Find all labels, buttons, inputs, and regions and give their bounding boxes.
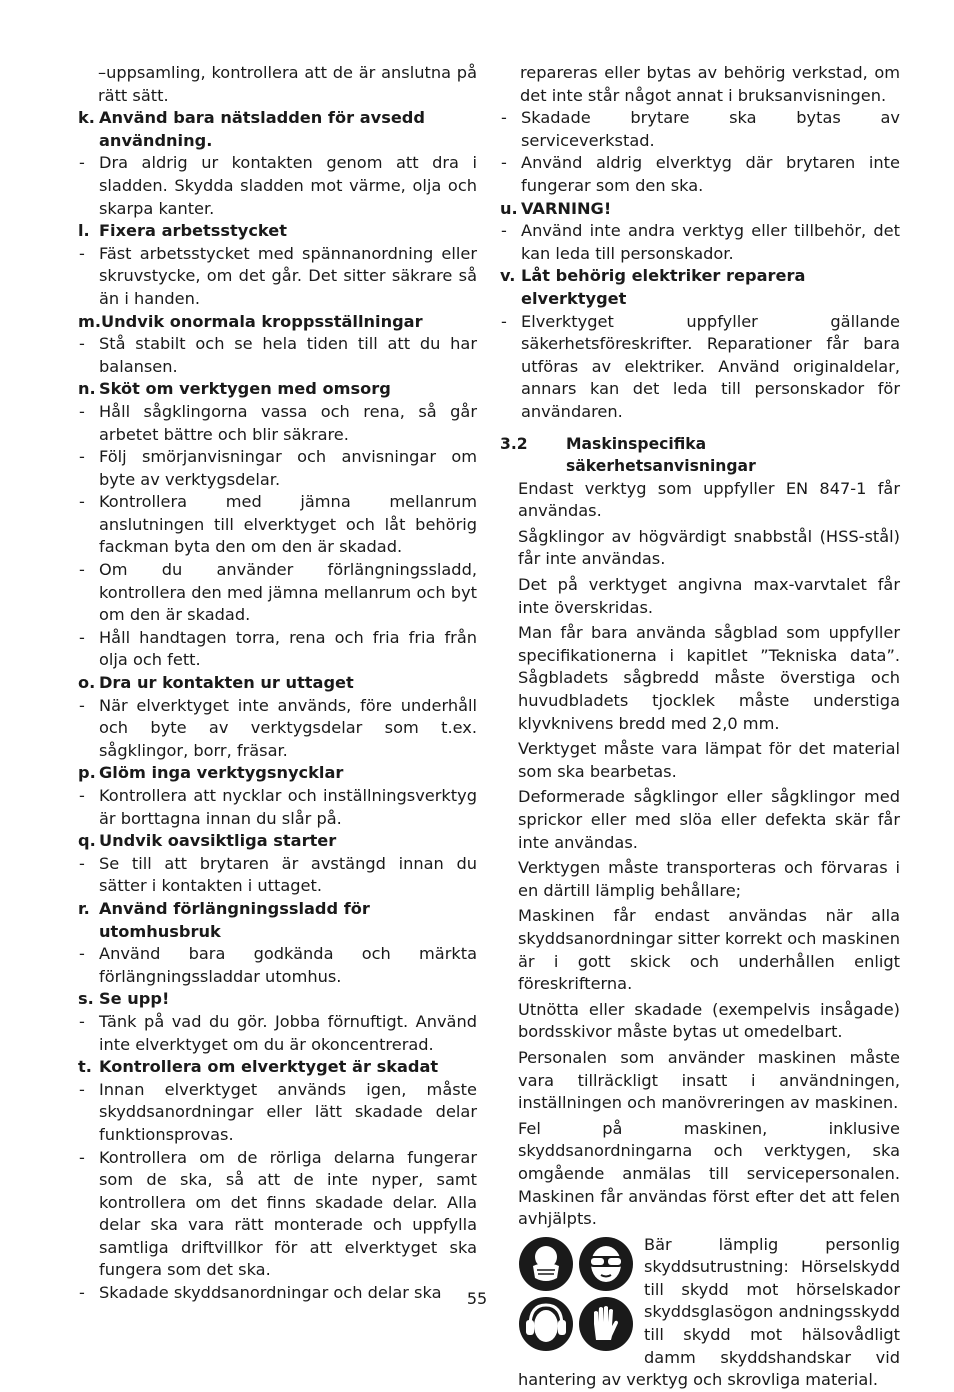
page-number: 55 bbox=[466, 1289, 488, 1308]
rule-heading bbox=[78, 378, 477, 401]
rule-heading bbox=[500, 198, 900, 221]
section-number: 3.2 bbox=[500, 434, 528, 453]
section-paragraph: Verktygen måste transporteras och förvaras i en därtill lämplig behållare; bbox=[518, 858, 900, 900]
section-paragraph: Det på verktyget angivna max-varvtalet får inte överskridas. bbox=[518, 575, 900, 617]
rule-heading bbox=[78, 988, 477, 1011]
bullet-dash: - bbox=[501, 153, 507, 173]
rule-label: q. bbox=[78, 831, 96, 851]
rule-title: Kontrollera om elverktyget är skadat bbox=[99, 1057, 439, 1077]
bullet-item bbox=[78, 853, 477, 898]
bullet-item bbox=[78, 491, 477, 559]
ppe-block bbox=[518, 1234, 900, 1392]
section-paragraph: Personalen som använder maskinen måste vara tillräckligt insatt i användningen, inställningen och manövreringen av maskinen. bbox=[518, 1047, 900, 1113]
rule-label: n. bbox=[78, 379, 96, 399]
ppe-text: Bär lämplig personlig skyddsutrustning: Hörselskydd till skydd mot hörselskador skyddsglasögon andningsskydd till skydd mot hälsovådligt damm skyddshandskar vid hantering av verktyg och skrovliga material. bbox=[518, 1234, 900, 1390]
rule-heading bbox=[500, 265, 900, 310]
bullet-dash: - bbox=[79, 1011, 85, 1031]
section-paragraph: Endast verktyg som uppfyller EN 847-1 får användas. bbox=[518, 478, 900, 521]
bullet-item bbox=[78, 333, 477, 378]
rule-heading bbox=[78, 311, 477, 334]
bullet-text: Håll handtagen torra, rena och fria fria från olja och fett. bbox=[99, 627, 477, 670]
bullet-text: Använd bara godkända och märkta förlängningssladdar utomhus. bbox=[99, 944, 477, 986]
respirator-mask-icon bbox=[518, 1236, 574, 1292]
bullet-dash: - bbox=[79, 944, 85, 964]
bullet-text: Kontrollera om de rörliga delarna fungerar som de ska, så att de inte nyper, samt kontrollera om det finns skadade delar. Alla delar ska vara rätt monterade och uppfylla samtliga driftvillkor för att elverktyget ska fungera som det ska. bbox=[99, 1147, 477, 1280]
bullet-dash: - bbox=[79, 492, 85, 512]
rule-title: Undvik oavsiktliga starter bbox=[99, 831, 337, 851]
bullet-dash: - bbox=[79, 560, 85, 580]
section-paragraph: Verktyget måste vara lämpat för det material som ska bearbetas. bbox=[518, 739, 900, 781]
rule-label: v. bbox=[500, 266, 516, 286]
bullet-text: När elverktyget inte används, före underhåll och byte av verktygsdelar som t.ex. sågklingor, borr, fräsar. bbox=[99, 695, 477, 760]
section-title: Maskinspecifika säkerhetsanvisningar bbox=[566, 434, 756, 476]
continued-text: repareras eller bytas av behörig verkstad, om det inte står något annat i bruksanvisningen. bbox=[520, 63, 900, 105]
bullet-dash: - bbox=[79, 627, 85, 647]
bullet-text: Använd inte andra verktyg eller tillbehör, det kan leda till personskador. bbox=[521, 221, 900, 263]
bullet-item bbox=[78, 627, 477, 672]
section-paragraph: Maskinen får endast användas när alla skyddsanordningar sitter korrekt och maskinen är i gott skick och underhållen enligt föreskrifterna. bbox=[518, 906, 900, 994]
rule-title: Använd förlängningssladd för utomhusbruk bbox=[99, 898, 370, 941]
bullet-item bbox=[78, 1147, 477, 1283]
rule-title: m.Undvik onormala kroppsställningar bbox=[78, 311, 423, 331]
rule-title: VARNING! bbox=[521, 198, 612, 218]
bullet-item bbox=[78, 943, 477, 988]
bullet-item bbox=[78, 401, 477, 446]
bullet-dash: - bbox=[79, 401, 85, 421]
rule-title: Använd bara nätsladden för avsedd användning. bbox=[99, 108, 425, 150]
rule-label: u. bbox=[500, 198, 518, 218]
rule-title: Låt behörig elektriker reparera elverktyget bbox=[521, 266, 806, 308]
rule-title: Glöm inga verktygsnycklar bbox=[99, 763, 344, 783]
rule-heading bbox=[78, 220, 477, 243]
bullet-item bbox=[78, 152, 477, 220]
bullet-item bbox=[78, 695, 477, 763]
rule-label: o. bbox=[78, 673, 96, 693]
bullet-item bbox=[500, 107, 900, 152]
bullet-item bbox=[78, 446, 477, 491]
continued-text: –uppsamling, kontrollera att de är anslutna på rätt sätt. bbox=[98, 63, 477, 105]
bullet-text: Kontrollera med jämna mellanrum anslutningen till elverktyget och låt behörig fackman byta den om den är skadad. bbox=[99, 492, 477, 557]
bullet-dash: - bbox=[79, 243, 85, 263]
bullet-item bbox=[78, 1011, 477, 1056]
section-paragraph: Utnötta eller skadade (exempelvis insågade) bordsskivor måste bytas ut omedelbart. bbox=[518, 999, 900, 1042]
rule-heading bbox=[78, 762, 477, 785]
bullet-dash: - bbox=[501, 311, 507, 331]
bullet-item bbox=[78, 243, 477, 311]
rule-label: l. bbox=[78, 221, 90, 241]
bullet-item bbox=[500, 311, 900, 424]
section-paragraph: Man får bara använda sågblad som uppfyller specifikationerna i kapitlet ”Tekniska data”. Sågbladets sågbredd måste överstiga och huvudbladets tjocklek måste understiga klyvknivens bredd med 2,0 mm. bbox=[518, 623, 900, 733]
section-paragraph: Fel på maskinen, inklusive skyddsanordningarna och verktygen, ska omgående anmälas till servicepersonalen. Maskinen får användas först efter det att felen avhjälpts. bbox=[518, 1118, 900, 1229]
bullet-item bbox=[78, 1079, 477, 1147]
bullet-dash: - bbox=[79, 1147, 85, 1167]
section-paragraph: Sågklingor av högvärdigt snabbstål (HSS-stål) får inte användas. bbox=[518, 526, 900, 569]
rule-heading bbox=[78, 672, 477, 695]
bullet-dash: - bbox=[79, 853, 85, 873]
bullet-dash: - bbox=[79, 786, 85, 805]
rule-heading bbox=[78, 830, 477, 853]
bullet-text: Stå stabilt och se hela tiden till att du har balansen. bbox=[99, 334, 477, 376]
bullet-text: Dra aldrig ur kontakten genom att dra i sladden. Skydda sladden mot värme, olja och skarpa kanter. bbox=[99, 153, 477, 218]
bullet-dash: - bbox=[79, 153, 85, 173]
bullet-text: Använd aldrig elverktyg där brytaren inte fungerar som den ska. bbox=[521, 153, 900, 195]
rule-label: t. bbox=[78, 1057, 92, 1077]
bullet-dash: - bbox=[79, 334, 85, 354]
section-heading bbox=[500, 433, 900, 478]
rule-title: Se upp! bbox=[99, 989, 170, 1009]
bullet-dash: - bbox=[79, 447, 85, 467]
rule-title: Sköt om verktygen med omsorg bbox=[99, 379, 391, 399]
bullet-text: Följ smörjanvisningar och anvisningar om byte av verktygsdelar. bbox=[99, 447, 477, 489]
bullet-text: Innan elverktyget används igen, måste skyddsanordningar eller lätt skadade delar funktionsprovas. bbox=[99, 1079, 477, 1144]
rule-heading bbox=[78, 1056, 477, 1079]
bullet-item bbox=[78, 559, 477, 627]
bullet-text: Kontrollera att nycklar och inställningsverktyg är borttagna innan du slår på. bbox=[99, 786, 477, 828]
section-paragraph: Deformerade sågklingor eller sågklingor med sprickor eller med slöa eller defekta skär får inte användas. bbox=[518, 787, 900, 852]
rule-heading bbox=[78, 898, 477, 943]
rule-title: Dra ur kontakten ur uttaget bbox=[99, 673, 354, 693]
bullet-dash: - bbox=[79, 1079, 85, 1099]
rule-title: Fixera arbetsstycket bbox=[99, 221, 287, 241]
bullet-text: Fäst arbetsstycket med spännanordning eller skruvstycke, om det går. Det sitter säkrare så än i handen. bbox=[99, 243, 477, 308]
bullet-item bbox=[500, 220, 900, 265]
bullet-item bbox=[78, 785, 477, 830]
bullet-dash: - bbox=[501, 108, 507, 128]
rule-label: k. bbox=[78, 108, 95, 128]
bullet-text: Håll sågklingorna vassa och rena, så går arbetet bättre och blir säkrare. bbox=[99, 401, 477, 444]
rule-heading bbox=[78, 107, 477, 152]
bullet-text: Se till att brytaren är avstängd innan du sätter i kontakten i uttaget. bbox=[99, 853, 477, 896]
bullet-dash: - bbox=[501, 221, 507, 241]
right-column bbox=[500, 62, 900, 1392]
bullet-dash: - bbox=[79, 1283, 85, 1303]
left-column bbox=[78, 62, 477, 1305]
bullet-text: Skadade brytare ska bytas av serviceverkstad. bbox=[521, 108, 900, 150]
bullet-item bbox=[500, 152, 900, 197]
safety-goggles-icon bbox=[578, 1236, 634, 1292]
rule-label: r. bbox=[78, 898, 90, 918]
rule-label: p. bbox=[78, 763, 96, 783]
bullet-text: Elverktyget uppfyller gällande säkerhetsföreskrifter. Reparationer får bara utföras av elektriker. Använd originaldelar, annars kan det leda till personskador för användaren. bbox=[521, 311, 900, 421]
bullet-text: Skadade skyddsanordningar och delar ska bbox=[99, 1283, 442, 1303]
rule-label: s. bbox=[78, 989, 94, 1009]
bullet-text: Tänk på vad du gör. Jobba förnuftigt. Använd inte elverktyget om du är okoncentrerad. bbox=[99, 1011, 477, 1054]
bullet-text: Om du använder förlängningssladd, kontrollera den med jämna mellanrum och byt om den är skadad. bbox=[99, 560, 477, 625]
bullet-dash: - bbox=[79, 695, 85, 715]
